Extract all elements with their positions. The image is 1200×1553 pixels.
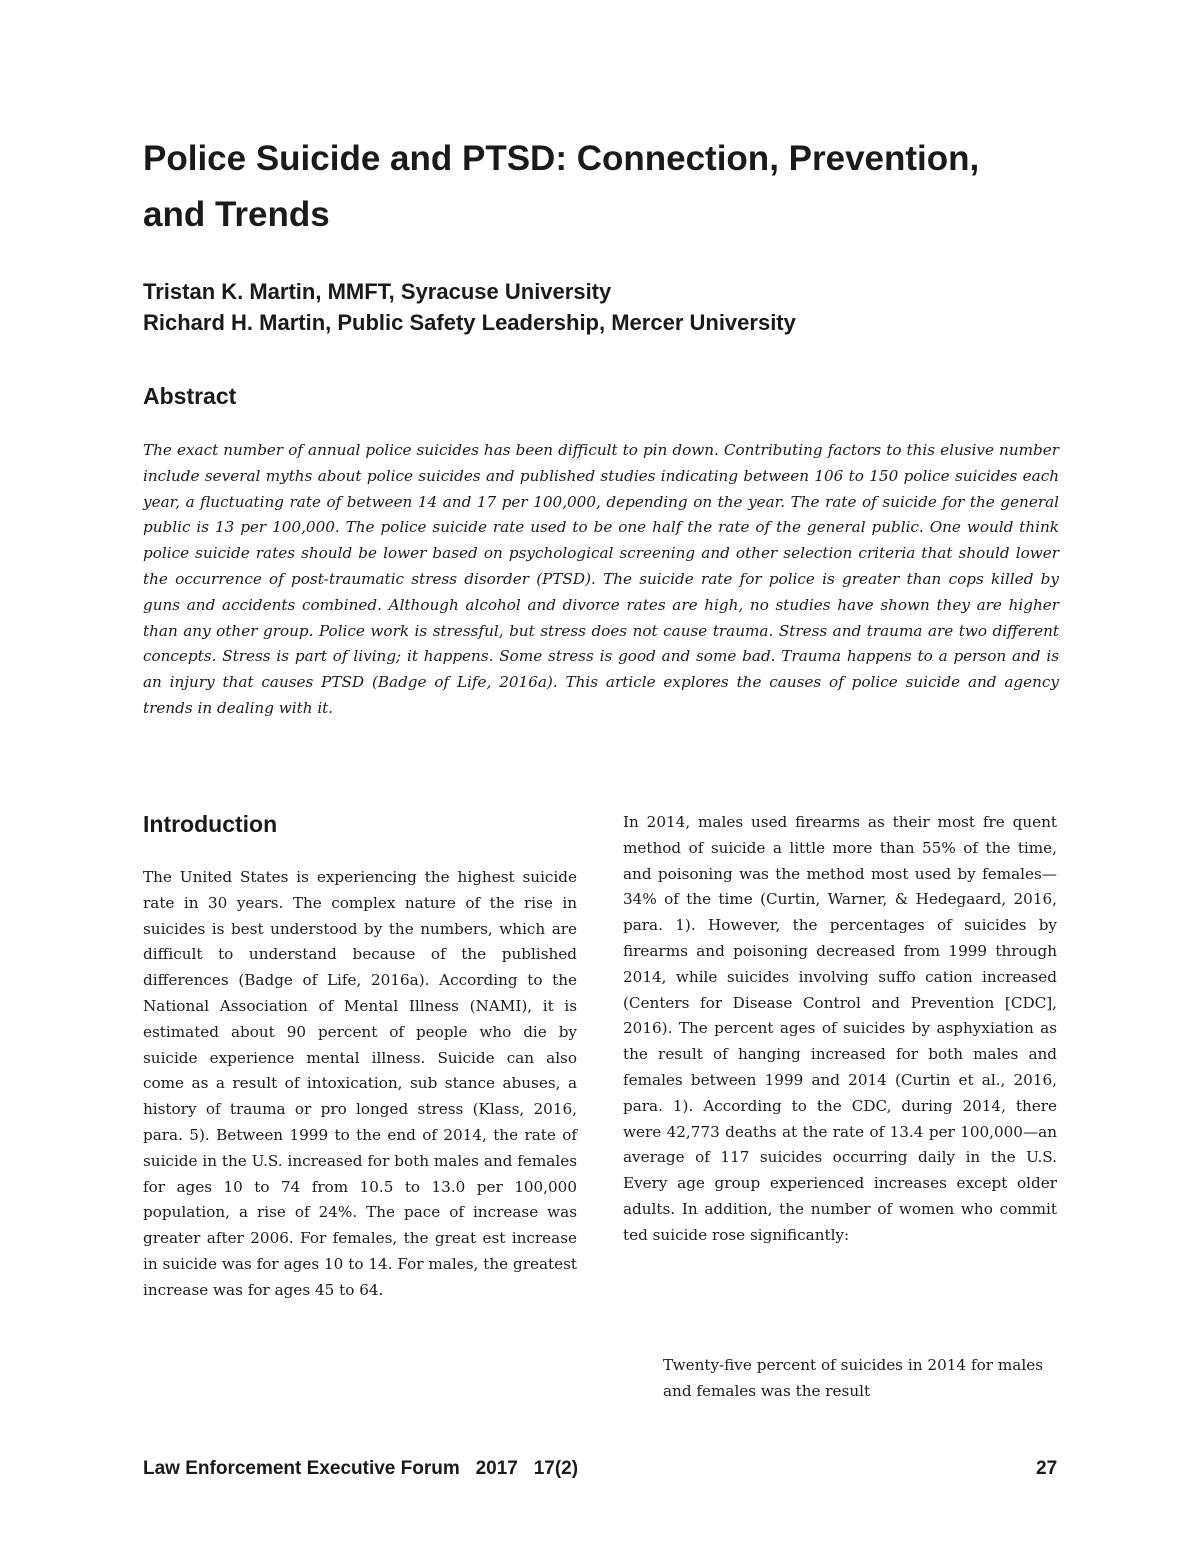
footer-journal-citation: Law Enforcement Executive Forum 2017 17(2) [143, 1458, 579, 1479]
body-paragraph-left-column: The United States is experiencing the highest suicide rate in 30 years. The complex nature of the rise in suicides is best understood by the numbers, which are difficult to understand because of the published differences (Badge of Life, 2016a). According to the National Association of Mental Illness (NAMI), it is estimated about 90 percent of people who die by suicide experience mental illness. Suicide can also come as a result of intoxication, sub stance abuses, a history of trauma or pro longed stress (Klass, 2016, para. 5). Between 1999 to the end of 2014, the rate of suicide in the U.S. increased for both males and females for ages 10 to 74 from 10.5 to 13.0 per 100,000 population, a rise of 24%. The pace of increase was greater after 2006. For females, the great est increase in suicide was for ages 10 to 14. For males, the greatest increase was for ages 45 to 64. [143, 868, 577, 1299]
article-title: Police Suicide and PTSD: Connection, Prevention, and Trends [143, 139, 980, 234]
body-paragraph-right-column: In 2014, males used firearms as their most fre quent method of suicide a little more than 55% of the time, and poisoning was the method most used by females—34% of the time (Curtin, Warner, & Hedegaard, 2016, para. 1). However, the percentages of suicides by firearms and poisoning decreased from 1999 through 2014, while suicides involving suffo cation increased (Centers for Disease Control and Prevention [CDC], 2016). The percent ages of suicides by asphyxiation as the result of hanging increased for both males and females between 1999 and 2014 (Curtin et al., 2016, para. 1). According to the CDC, during 2014, there were 42,773 deaths at the rate of 13.4 per 100,000—an average of 117 suicides occurring daily in the U.S. Every age group experienced increases except older adults. In addition, the number of women who commit ted suicide rose significantly: [623, 813, 1057, 1244]
author-line: Richard H. Martin, Public Safety Leadership, Mercer University [143, 310, 796, 335]
abstract-heading: Abstract [143, 383, 237, 409]
block-quote: Twenty-five percent of suicides in 2014 for males and females was the result [663, 1356, 1043, 1400]
author-line: Tristan K. Martin, MMFT, Syracuse University [143, 279, 612, 304]
footer-page-number: 27 [1036, 1458, 1058, 1479]
author-list [143, 276, 1063, 338]
introduction-heading: Introduction [143, 811, 278, 837]
abstract-text: The exact number of annual police suicides has been difficult to pin down. Contributing factors to this elusive number include several myths about police suicides and published studies indicating between 106 to 150 police suicides each year, a fluctuating rate of between 14 and 17 per 100,000, depending on the year. The rate of suicide for the general public is 13 per 100,000. The police suicide rate used to be one half the rate of the general public. One would think police suicide rates should be lower based on psychological screening and other selection criteria that should lower the occurrence of post-traumatic stress disorder (PTSD). The suicide rate for police is greater than cops killed by guns and accidents combined. Although alcohol and divorce rates are high, no studies have shown they are higher than any other group. Police work is stressful, but stress does not cause trauma. Stress and trauma are two different concepts. Stress is part of living; it happens. Some stress is good and some bad. Trauma happens to a person and is an injury that causes PTSD (Badge of Life, 2016a). This article explores the causes of police suicide and agency trends in dealing with it. [143, 441, 1059, 717]
